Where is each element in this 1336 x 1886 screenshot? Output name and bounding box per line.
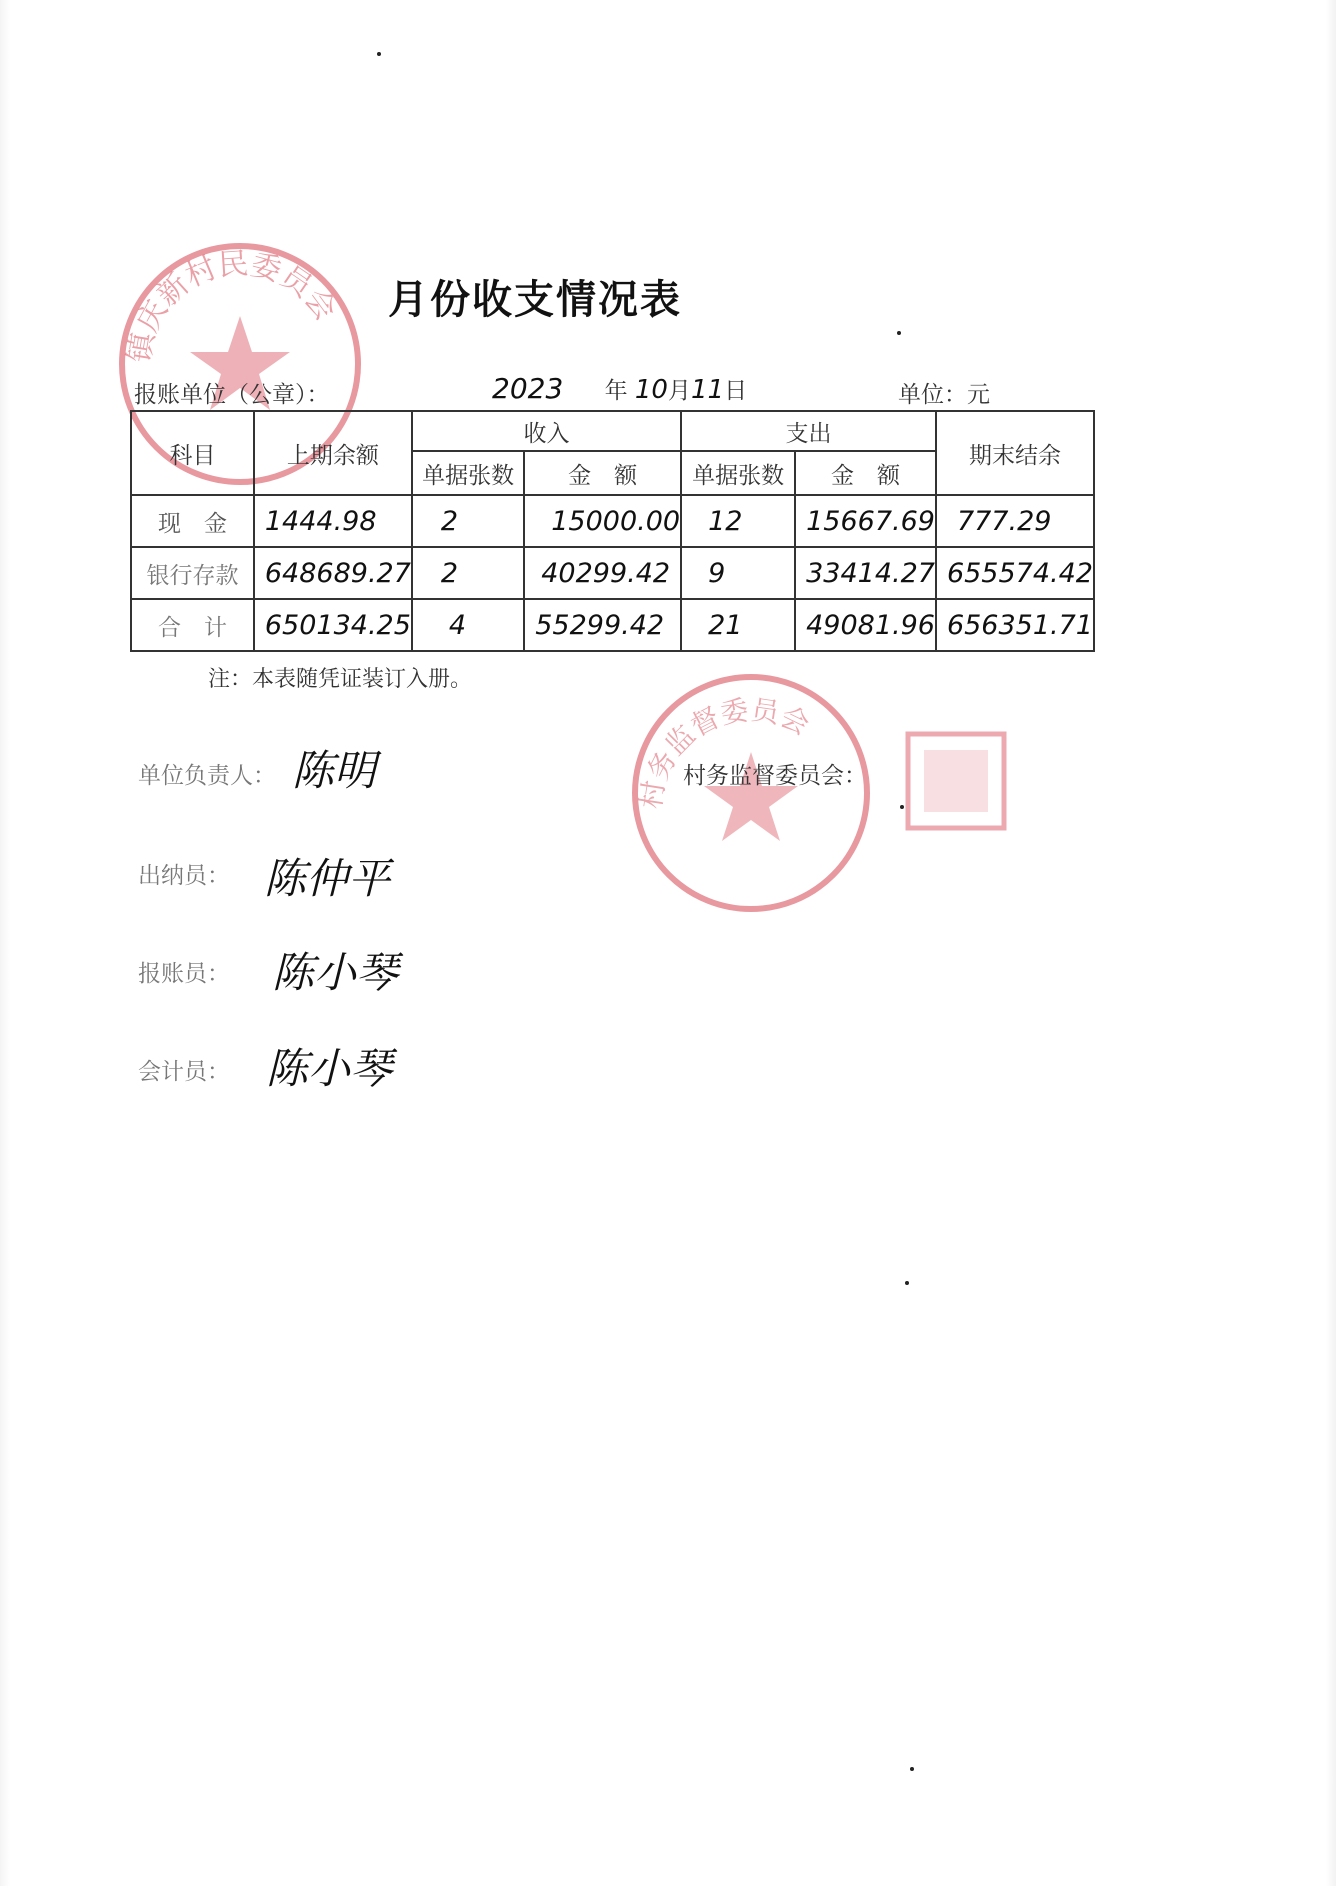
reporting-unit-label: 报账单位（公章）： [134,382,330,408]
row-in-amount: 55299.42 [524,599,681,651]
row-out-amount: 15667.69 [795,495,936,547]
table-row [131,599,1094,651]
row-out-amount: 49081.96 [795,599,936,651]
bookkeeper-label: 报账员： [138,961,230,987]
header-income-amount: 金 额 [524,451,681,495]
header-end-balance: 期末结余 [936,411,1094,495]
unit-head-label: 单位负责人： [138,763,276,789]
scan-speck [377,52,381,56]
row-out-count: 9 [681,547,795,599]
row-end: 655574.42 [936,547,1094,599]
currency-unit: 单位：元 [898,382,990,408]
supervision-label: 村务监督委员会： [683,763,867,789]
seal-text: 镇庆新村民委员会 [122,246,343,366]
row-out-count: 21 [681,599,795,651]
header-income-count: 单据张数 [412,451,524,495]
row-prev: 1444.98 [254,495,412,547]
scan-speck [900,805,904,809]
row-prev: 650134.25 [254,599,412,651]
row-item: 合 计 [131,599,254,651]
date-day-suffix: 日 [724,378,748,404]
row-item: 银行存款 [131,547,254,599]
header-item: 科目 [131,411,254,495]
unit-head-signature: 陈明 [292,746,377,795]
table-row [131,495,1094,547]
date-year: 2023 [492,372,564,405]
cashier-signature: 陈仲平 [264,854,391,903]
header-income: 收入 [412,411,681,451]
accountant-label: 会计员： [138,1059,230,1085]
row-item: 现 金 [131,495,254,547]
bookkeeper-signature: 陈小琴 [272,948,399,997]
document-title: 月份收支情况表 [388,277,682,323]
cashier-label: 出纳员： [138,863,230,889]
header-expense-amount: 金 额 [795,451,936,495]
scan-speck [905,1281,909,1285]
row-end: 777.29 [936,495,1094,547]
row-prev: 648689.27 [254,547,412,599]
scan-speck [910,1767,914,1771]
table-header-row [131,411,1094,451]
row-out-count: 12 [681,495,795,547]
header-prev-balance: 上期余额 [254,411,412,495]
date-month-suffix: 月 [667,378,691,404]
date-day: 11 [690,375,725,405]
date-year-suffix: 年 [604,378,628,404]
small-square-seal [904,730,1008,832]
table-note: 注：本表随凭证装订入册。 [208,667,473,692]
row-in-amount: 15000.00 [524,495,681,547]
seal-text: 村务监督委员会 [634,693,815,812]
report-date [492,372,747,405]
row-in-count: 2 [412,495,524,547]
row-end: 656351.71 [936,599,1094,651]
scan-speck [897,331,901,335]
header-expense: 支出 [681,411,936,451]
income-expense-table [130,410,1095,652]
table-row [131,547,1094,599]
supervision-committee-seal [618,660,884,926]
row-out-amount: 33414.27 [795,547,936,599]
row-in-amount: 40299.42 [524,547,681,599]
accountant-signature: 陈小琴 [266,1044,393,1093]
header-expense-count: 单据张数 [681,451,795,495]
row-in-count: 4 [412,599,524,651]
row-in-count: 2 [412,547,524,599]
date-month: 10 [634,375,668,405]
